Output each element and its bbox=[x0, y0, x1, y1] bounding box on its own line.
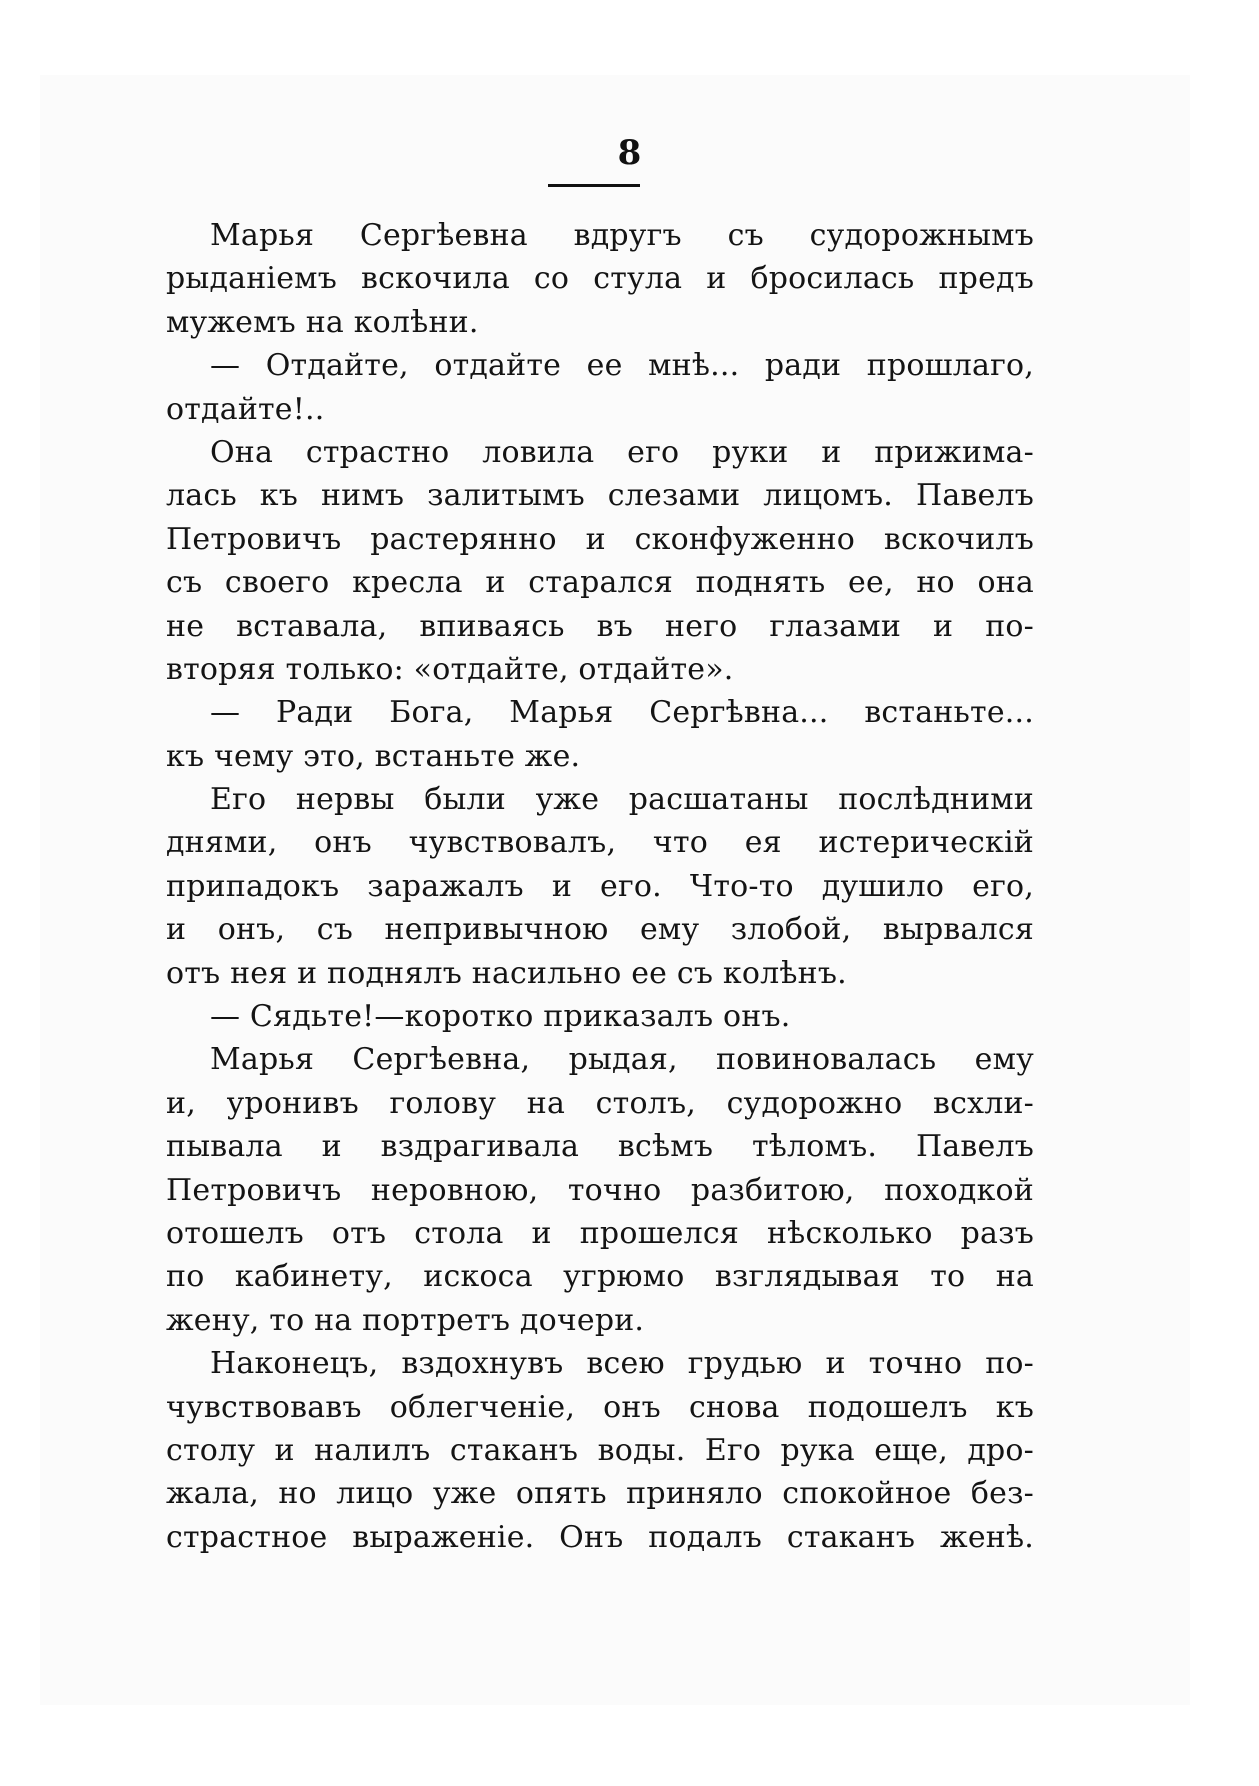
text-line: не вставала, впиваясь въ него глазами и по- bbox=[166, 608, 1034, 644]
text-line: — Сядьте!—коротко приказалъ онъ. bbox=[210, 999, 791, 1035]
text-line: чувствовавъ облегченіе, онъ снова подошелъ къ bbox=[166, 1389, 1034, 1425]
text-line: по кабинету, искоса угрюмо взглядывая то на bbox=[166, 1259, 1034, 1295]
page-number-rule bbox=[548, 184, 640, 187]
text-line: Марья Сергѣевна, рыдая, повиновалась ему bbox=[210, 1042, 1034, 1078]
text-line: Петровичъ растерянно и сконфуженно вскочилъ bbox=[166, 521, 1034, 557]
body-text bbox=[166, 214, 1034, 1559]
text-line: жену, то на портретъ дочери. bbox=[166, 1302, 645, 1338]
text-line: пывала и вздрагивала всѣмъ тѣломъ. Павелъ bbox=[166, 1129, 1034, 1165]
text-line: Его нервы были уже расшатаны послѣдними bbox=[210, 782, 1034, 818]
text-line: и, уронивъ голову на столъ, судорожно всхли- bbox=[166, 1085, 1034, 1121]
text-line: Она страстно ловила его руки и прижима- bbox=[210, 434, 1034, 470]
text-line: мужемъ на колѣни. bbox=[166, 304, 479, 340]
page-number: 8 bbox=[617, 133, 642, 173]
text-line: Марья Сергѣевна вдругъ съ судорожнымъ bbox=[210, 218, 1034, 253]
text-line: рыданіемъ вскочила со стула и бросилась предъ bbox=[166, 261, 1034, 297]
text-line: отдайте!.. bbox=[166, 391, 325, 427]
text-line: страстное выраженіе. Онъ подалъ стаканъ женѣ. bbox=[166, 1519, 1034, 1555]
text-line: днями, онъ чувствовалъ, что ея истерическій bbox=[166, 825, 1034, 861]
text-line: отошелъ отъ стола и прошелся нѣсколько разъ bbox=[166, 1215, 1034, 1251]
text-line: съ своего кресла и старался поднять ее, но она bbox=[166, 565, 1034, 601]
text-line: и онъ, съ непривычною ему злобой, вырвался bbox=[166, 912, 1034, 948]
text-line: отъ нея и поднялъ насильно ее съ колѣнъ. bbox=[166, 955, 847, 991]
text-line: вторяя только: «отдайте, отдайте». bbox=[166, 651, 734, 687]
text-line: — Отдайте, отдайте ее мнѣ... ради прошлаго, bbox=[210, 348, 1034, 384]
text-line: Наконецъ, вздохнувъ всею грудью и точно по- bbox=[210, 1346, 1034, 1382]
text-line: припадокъ заражалъ и его. Что-то душило его, bbox=[166, 868, 1034, 904]
text-line: къ чему это, встаньте же. bbox=[166, 738, 581, 774]
text-line: жала, но лицо уже опять приняло спокойное без- bbox=[166, 1476, 1034, 1512]
text-line: лась къ нимъ залитымъ слезами лицомъ. Павелъ bbox=[166, 478, 1034, 514]
text-line: — Ради Бога, Марья Сергѣвна... встаньте... bbox=[210, 695, 1034, 731]
text-line: столу и налилъ стаканъ воды. Его рука еще, дро- bbox=[166, 1432, 1034, 1468]
text-line: Петровичъ неровною, точно разбитою, походкой bbox=[166, 1172, 1034, 1208]
